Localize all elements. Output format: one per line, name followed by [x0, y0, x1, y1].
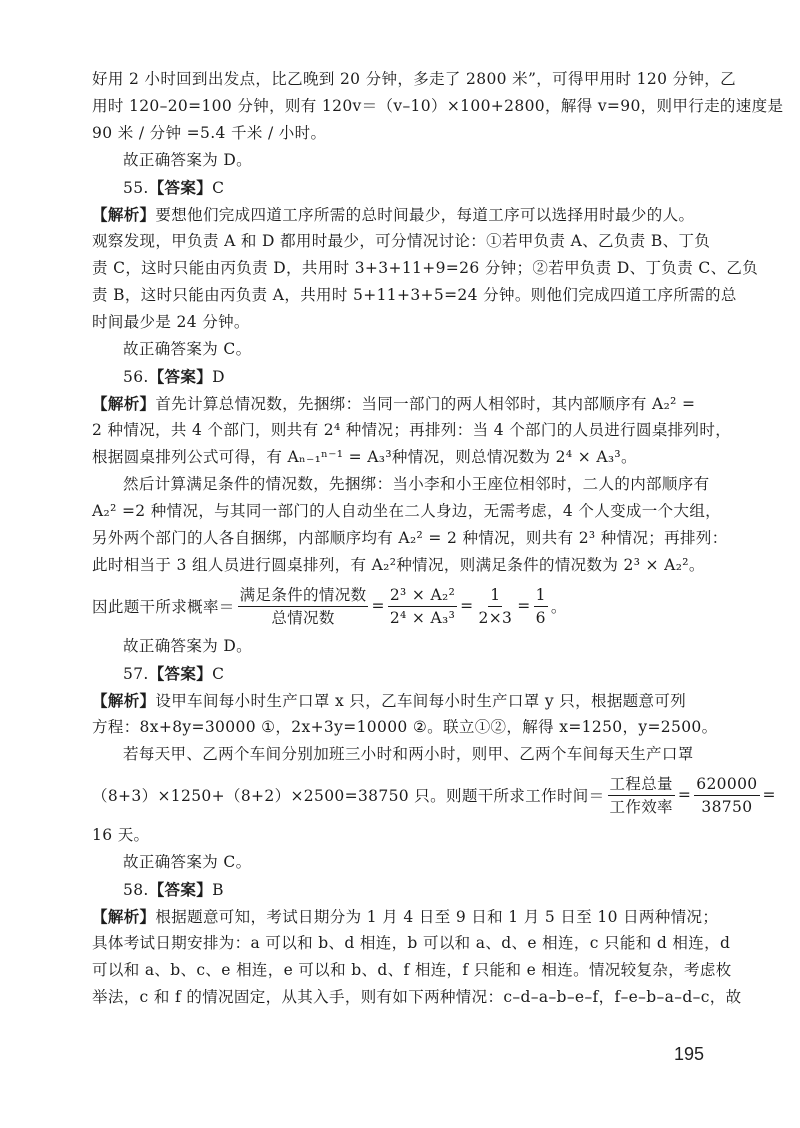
text-line: 用时 120–20=100 分钟，则有 120v＝（v–10）×100+2800，解得 v=90，则甲行走的速度是 — [92, 97, 784, 115]
text-line: 根据圆桌排列公式可得，有 Aₙ₋₁ⁿ⁻¹ = A₃³种情况，则总情况数为 2⁴ × A₃³。 — [92, 448, 637, 466]
text-line: 2 种情况，共 4 个部门，则共有 2⁴ 种情况；再排列：当 4 个部门的人员进行圆桌排列时， — [92, 421, 732, 439]
text-line: 90 米 / 分钟 =5.4 千米 / 小时。 — [92, 124, 327, 142]
question-56-answer — [92, 363, 732, 390]
answer-tag: 【答案】 — [148, 880, 213, 899]
fraction — [388, 584, 457, 629]
fraction-numerator: 2³ × A₂² — [388, 584, 457, 607]
text-line: 具体考试日期安排为：a 可以和 b、d 相连，b 可以和 a、d、e 相连，c 只能和 d 相连，d — [92, 934, 731, 952]
fraction — [694, 773, 759, 818]
fraction — [477, 584, 515, 629]
analysis-line — [92, 390, 732, 417]
text-line: 好用 2 小时回到出发点，比乙晚到 20 分钟，多走了 2800 米”，可得甲用时 120 分钟，乙 — [92, 70, 736, 88]
probability-formula — [92, 579, 732, 633]
analysis-tag: 【解析】 — [92, 907, 156, 926]
text-line: 举法，c 和 f 的情况固定，从其入手，则有如下两种情况：c–d–a–b–e–f，f–e–b–a–d–c，故 — [92, 988, 742, 1006]
answer-conclusion: 故正确答案为 D。 — [123, 637, 253, 655]
equals-sign: = — [517, 597, 531, 615]
answer-letter: C — [212, 665, 225, 683]
equals-sign: = — [762, 786, 776, 804]
formula-end: 。 — [550, 598, 567, 616]
answer-conclusion: 故正确答案为 D。 — [123, 151, 253, 169]
fraction-numerator: 1 — [534, 584, 548, 607]
text-line: 若每天甲、乙两个车间分别加班三小时和两小时，则甲、乙两个车间每天生产口罩 — [123, 745, 694, 763]
question-number: 57. — [123, 665, 149, 683]
document-body — [92, 66, 784, 1011]
answer-tag: 【答案】 — [148, 367, 213, 386]
fraction — [534, 584, 548, 629]
text-line: 然后计算满足条件的情况数，先捆绑：当小李和小王座位相邻时，二人的内部顺序有 — [123, 475, 710, 493]
fraction — [238, 584, 369, 629]
fraction-numerator: 满足条件的情况数 — [238, 584, 369, 607]
answer-letter: C — [212, 179, 225, 197]
equals-sign: = — [677, 786, 692, 804]
text-line: 方程：8x+8y=30000 ①，2x+3y=10000 ②。联立①②，解得 x=1250，y=2500。 — [92, 718, 718, 736]
equals-sign: = — [460, 597, 474, 615]
text-line: 可以和 a、b、c、e 相连，e 可以和 b、d、f 相连，f 只能和 e 相连。情况较复杂，考虑枚 — [92, 961, 732, 979]
answer-tag: 【答案】 — [148, 664, 213, 683]
analysis-tag: 【解析】 — [92, 205, 156, 224]
answer-conclusion: 故正确答案为 C。 — [123, 340, 252, 358]
answer-letter: B — [212, 881, 224, 899]
analysis-line — [92, 687, 732, 714]
text-line: 责 B，这时只能由丙负责 A，共用时 5+11+3+5=24 分钟。则他们完成四道工序所需的总 — [92, 286, 737, 304]
analysis-text: 根据题意可知，考试日期分为 1 月 4 日至 9 日和 1 月 5 日至 10 日两种情况； — [155, 908, 719, 926]
fraction-denominator: 工作效率 — [609, 797, 673, 816]
text-line: 观察发现，甲负责 A 和 D 都用时最少，可分情况讨论：①若甲负责 A、乙负责 B、丁负 — [92, 232, 711, 250]
fraction-denominator: 2×3 — [478, 608, 513, 627]
analysis-line — [92, 201, 732, 228]
fraction-denominator: 2⁴ × A₃³ — [389, 608, 456, 627]
question-58-answer — [92, 876, 732, 903]
text-line: 时间最少是 24 分钟。 — [92, 313, 250, 331]
text-line: 此时相当于 3 组人员进行圆桌排列，有 A₂²种情况，则满足条件的情况数为 2³ × A₂²。 — [92, 556, 705, 574]
analysis-line — [92, 903, 732, 930]
text-line: 另外两个部门的人各自捆绑，内部顺序均有 A₂² = 2 种情况，则共有 2³ 种情况；再排列： — [92, 529, 728, 547]
fraction-numerator: 工程总量 — [608, 773, 675, 796]
text-line: A₂² =2 种情况，与其同一部门的人自动坐在二人身边，无需考虑，4 个人变成一个大组， — [92, 502, 722, 520]
question-number: 56. — [123, 368, 149, 386]
analysis-text: 首先计算总情况数，先捆绑：当同一部门的两人相邻时，其内部顺序有 A₂² = — [155, 395, 696, 413]
question-55-answer — [92, 174, 732, 201]
question-57-answer — [92, 660, 732, 687]
text-line: 16 天。 — [92, 826, 150, 844]
analysis-text: 要想他们完成四道工序所需的总时间最少，每道工序可以选择用时最少的人。 — [155, 206, 695, 224]
page-number: 195 — [674, 1044, 705, 1064]
analysis-tag: 【解析】 — [92, 394, 156, 413]
formula-prefix: （8+3）×1250+（8+2）×2500=38750 只。则题干所求工作时间＝ — [92, 787, 605, 805]
equals-sign: = — [371, 597, 385, 615]
fraction-numerator: 1 — [488, 584, 502, 607]
answer-conclusion: 故正确答案为 C。 — [123, 853, 252, 871]
analysis-text: 设甲车间每小时生产口罩 x 只，乙车间每小时生产口罩 y 只，根据题意可列 — [155, 692, 687, 710]
text-line: 责 C，这时只能由丙负责 D，共用时 3+3+11+9=26 分钟；②若甲负责 D、丁负责 C、乙负 — [92, 259, 759, 277]
question-number: 55. — [123, 179, 149, 197]
fraction-denominator: 6 — [535, 608, 546, 627]
work-time-formula — [92, 768, 776, 822]
analysis-tag: 【解析】 — [92, 691, 156, 710]
fraction — [608, 773, 675, 818]
fraction-denominator: 38750 — [701, 797, 753, 816]
answer-letter: D — [212, 368, 225, 386]
fraction-denominator: 总情况数 — [271, 608, 335, 627]
answer-tag: 【答案】 — [148, 178, 213, 197]
fraction-numerator: 620000 — [694, 773, 759, 796]
question-number: 58. — [123, 881, 149, 899]
formula-prefix: 因此题干所求概率＝ — [92, 598, 235, 616]
